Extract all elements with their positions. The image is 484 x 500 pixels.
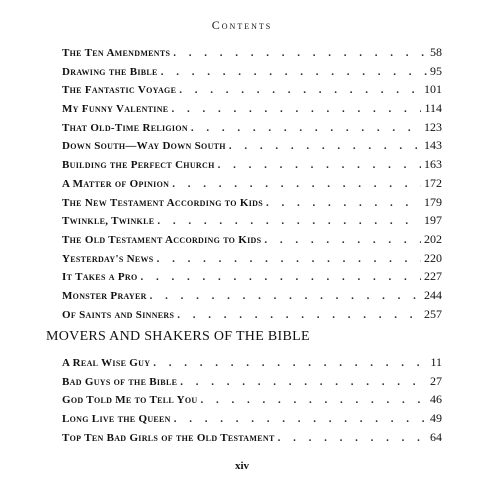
toc-entry-page: 179 [424, 194, 442, 209]
toc-entry [62, 174, 442, 193]
toc-list-movers-and-shakers [62, 353, 442, 446]
toc-entry-title: It Takes a Pro [62, 271, 138, 284]
toc-entry [62, 372, 442, 391]
toc-list-main [62, 43, 442, 323]
toc-leader-dots [218, 156, 421, 175]
toc-entry-title: The Old Testament According to Kids [62, 233, 262, 246]
toc-entry [62, 118, 442, 137]
toc-entry-page: 244 [424, 287, 442, 302]
toc-entry [62, 390, 442, 409]
toc-leader-dots [201, 391, 428, 410]
toc-entry-title: Yesterday's News [62, 252, 154, 265]
toc-entry-title: Drawing the Bible [62, 65, 158, 78]
toc-leader-dots [150, 287, 421, 306]
toc-entry [62, 136, 442, 155]
toc-entry-title: Top Ten Bad Girls of the Old Testament [62, 431, 275, 444]
toc-entry [62, 267, 442, 286]
toc-leader-dots [141, 268, 422, 287]
toc-entry-page: 49 [430, 411, 442, 426]
toc-entry-title: A Real Wise Guy [62, 357, 151, 369]
toc-entry-page: 58 [430, 45, 442, 59]
toc-entry [62, 230, 442, 249]
toc-entry-page: 257 [424, 306, 442, 321]
toc-leader-dots [157, 250, 421, 269]
toc-leader-dots [174, 410, 427, 429]
toc-entry-title: The Ten Amendments [62, 47, 171, 59]
toc-leader-dots [229, 137, 421, 156]
toc-entry-title: The New Testament According to Kids [62, 196, 263, 209]
toc-entry-page: 64 [430, 429, 442, 444]
toc-entry-page: 114 [424, 101, 442, 116]
toc-entry-title: Monster Prayer [62, 289, 147, 302]
toc-entry-title: Bad Guys of the Bible [62, 375, 178, 388]
toc-entry-page: 163 [424, 157, 442, 172]
toc-leader-dots [173, 44, 427, 63]
toc-entry [62, 43, 442, 62]
toc-leader-dots [177, 306, 421, 325]
toc-entry [62, 428, 442, 447]
toc-entry-page: 220 [424, 250, 442, 265]
toc-entry-page: 227 [424, 269, 442, 284]
toc-entry-title: Long Live the Queen [62, 413, 171, 426]
toc-entry-page: 202 [424, 231, 442, 246]
toc-entry-title: God Told Me to Tell You [62, 394, 198, 407]
toc-entry-title: A Matter of Opinion [62, 177, 170, 190]
toc-entry-page: 123 [424, 119, 442, 134]
toc-leader-dots [161, 63, 427, 82]
toc-entry-page: 95 [430, 63, 442, 78]
toc-entry [62, 409, 442, 428]
toc-entry [62, 155, 442, 174]
toc-entry [62, 305, 442, 324]
toc-leader-dots [180, 373, 427, 392]
toc-leader-dots [278, 429, 427, 448]
toc-entry-title: That Old-Time Religion [62, 121, 188, 134]
toc-entry-page: 46 [430, 392, 442, 407]
toc-leader-dots [171, 100, 421, 119]
toc-leader-dots [179, 81, 421, 100]
toc-entry-title: My Funny Valentine [62, 103, 169, 116]
toc-leader-dots [172, 175, 421, 194]
toc-entry [62, 193, 442, 212]
toc-entry [62, 249, 442, 268]
toc-leader-dots [266, 194, 421, 213]
toc-leader-dots [191, 119, 421, 138]
page-number: xiv [234, 460, 250, 472]
toc-entry-page: 101 [424, 82, 442, 97]
toc-entry-title: The Fantastic Voyage [62, 84, 177, 97]
contents-heading: Contents [211, 18, 273, 32]
toc-entry-title: Twinkle, Twinkle [62, 215, 155, 228]
toc-entry [62, 211, 442, 230]
toc-entry-page: 197 [424, 213, 442, 228]
toc-entry [62, 286, 442, 305]
toc-entry-title: Building the Perfect Church [62, 159, 215, 172]
toc-entry-page: 143 [424, 138, 442, 153]
toc-leader-dots [157, 212, 421, 231]
toc-entry [62, 62, 442, 81]
toc-leader-dots [264, 231, 421, 250]
toc-entry [62, 353, 442, 372]
toc-entry-page: 27 [430, 373, 442, 388]
toc-entry [62, 99, 442, 118]
toc-entry-title: Down South—Way Down South [62, 140, 226, 153]
toc-entry [62, 80, 442, 99]
section-heading: MOVERS AND SHAKERS OF THE BIBLE [46, 329, 310, 344]
toc-entry-page: 172 [424, 175, 442, 190]
toc-leader-dots [153, 354, 427, 373]
toc-entry-page: 11 [430, 355, 442, 369]
toc-entry-title: Of Saints and Sinners [62, 308, 175, 321]
